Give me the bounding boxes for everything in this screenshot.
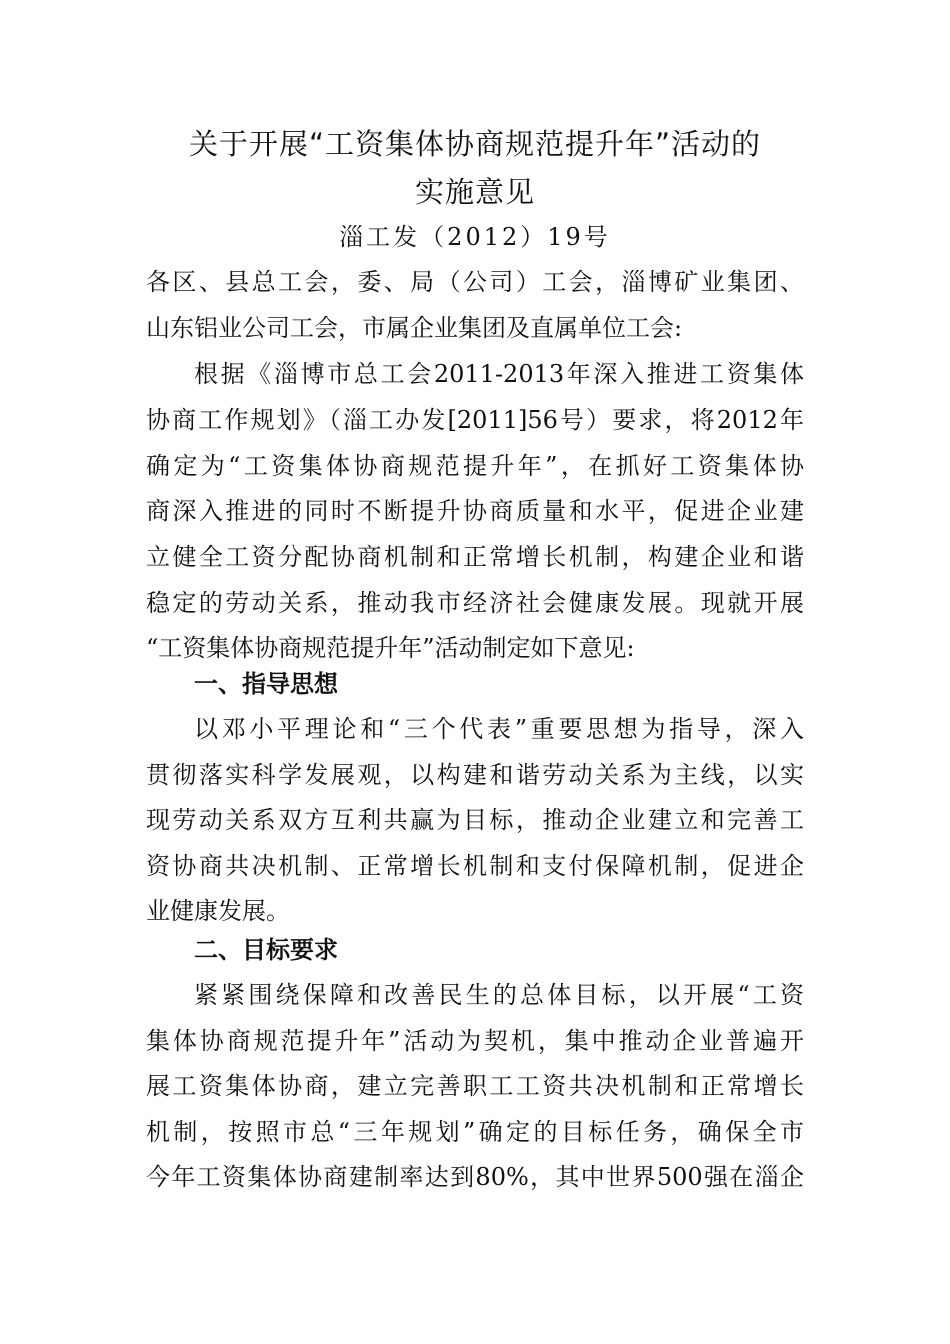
intro-line: 协商工作规划》（淄工办发[2011]56号）要求，将2012年 xyxy=(146,406,804,434)
document-number: 淄工发（2012）19号 xyxy=(339,223,611,251)
addressee-line-1: 各区、县总工会，委、局（公司）工会，淄博矿业集团、 xyxy=(146,268,804,296)
intro-line: 立健全工资分配协商机制和正常增长机制，构建企业和谐 xyxy=(146,543,804,571)
intro-line: 商深入推进的同时不断提升协商质量和水平，促进企业建 xyxy=(146,497,804,525)
intro-line: “工资集体协商规范提升年”活动制定如下意见: xyxy=(146,634,635,662)
section2-line: 集体协商规范提升年”活动为契机，集中推动企业普遍开 xyxy=(146,1027,804,1055)
addressee-line-2: 山东铝业公司工会，市属企业集团及直属单位工会: xyxy=(146,314,683,342)
section1-line: 业健康发展。 xyxy=(146,897,290,925)
document-title-line-1: 关于开展“工资集体协商规范提升年”活动的 xyxy=(188,127,762,161)
intro-line: 稳定的劳动关系，推动我市经济社会健康发展。现就开展 xyxy=(146,589,804,617)
section1-line: 现劳动关系双方互利共赢为目标，推动企业建立和完善工 xyxy=(146,806,804,834)
section2-line: 机制，按照市总“三年规划”确定的目标任务，确保全市 xyxy=(146,1118,804,1146)
section1-line: 贯彻落实科学发展观，以构建和谐劳动关系为主线，以实 xyxy=(146,761,804,789)
section2-line: 展工资集体协商，建立完善职工工资共决机制和正常增长 xyxy=(146,1072,804,1100)
section-heading-targets: 二、目标要求 xyxy=(194,936,338,964)
section2-line: 紧紧围绕保障和改善民生的总体目标，以开展“工资 xyxy=(194,981,804,1009)
section2-line: 今年工资集体协商建制率达到80%，其中世界500强在淄企 xyxy=(146,1163,804,1191)
section1-line: 资协商共决机制、正常增长机制和支付保障机制，促进企 xyxy=(146,852,804,880)
intro-line: 确定为“工资集体协商规范提升年”，在抓好工资集体协 xyxy=(146,452,804,480)
section1-line: 以邓小平理论和“三个代表”重要思想为指导，深入 xyxy=(194,715,804,743)
document-title-line-2: 实施意见 xyxy=(414,175,535,209)
intro-line: 根据《淄博市总工会2011-2013年深入推进工资集体 xyxy=(194,360,804,388)
section-heading-guiding-ideology: 一、指导思想 xyxy=(194,670,338,698)
